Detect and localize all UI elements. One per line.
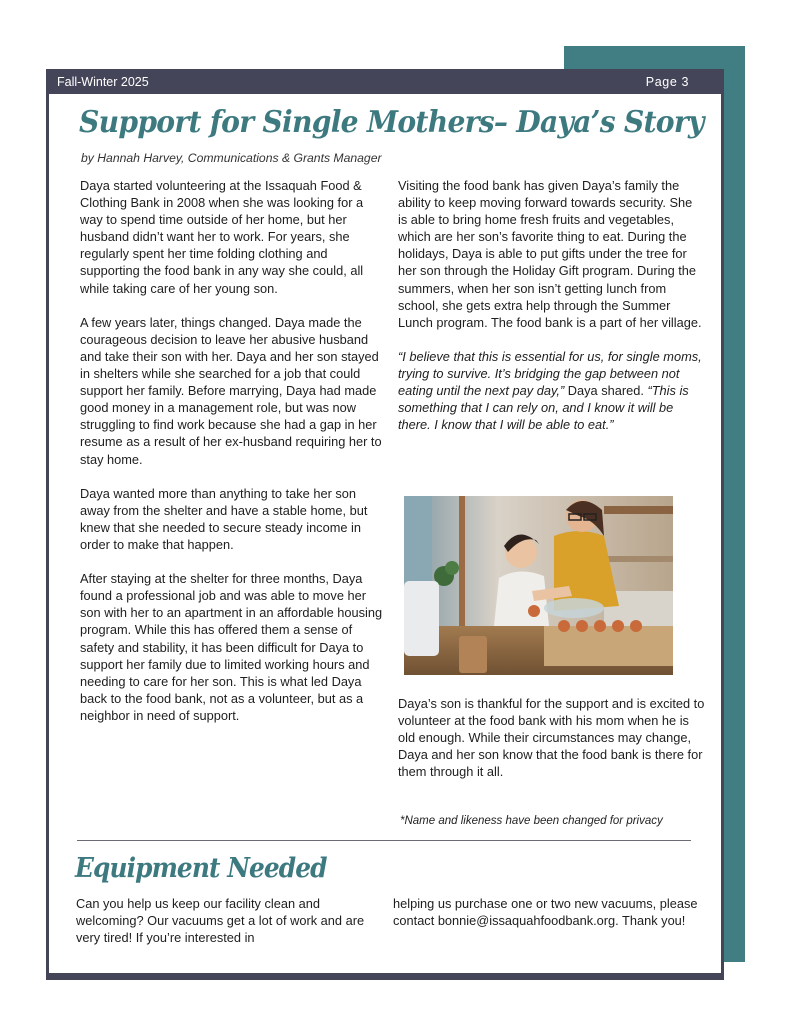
quote-attribution: Daya shared.	[564, 383, 648, 399]
section-divider	[77, 840, 691, 841]
paragraph: After staying at the shelter for three months, Daya found a professional job and was able to move her son with her to an apartment in an affordable housing program. While this has offered them a sense of safety and stability, it has been difficult for Daya to support her family due to limited working hours and needing to care for her son. This is what led Daya back to the food bank, not as a volunteer, but as a neighbor in need of support.	[80, 571, 383, 723]
page-number: Page 3	[645, 74, 689, 89]
closing-paragraph-block	[398, 695, 708, 780]
photo-illustration	[404, 496, 673, 675]
equipment-text-left: Can you help us keep our facility clean and welcoming? Our vacuums get a lot of work and are very tired! If you’re interested in	[76, 896, 365, 946]
pull-quote	[398, 348, 703, 433]
header-bar	[49, 69, 721, 94]
equipment-text-right: helping us purchase one or two new vacuums, please contact bonnie@issaquahfoodbank.org. Thank you!	[393, 896, 698, 929]
article-left-column	[80, 177, 385, 741]
article-right-column	[398, 177, 703, 451]
quote-part-1: “I believe that this is essential for us, for single moms, trying to survive. It’s bridging the gap between not eating until the next pay day,”	[398, 348, 702, 399]
paragraph: Visiting the food bank has given Daya’s family the ability to keep moving forward towards security. She is able to bring home fresh fruits and vegetables, which are her son’s favorite thing to eat. During the holidays, Daya is able to put gifts under the tree for her son through the Holiday Gift program. During the summers, when her son isn’t getting lunch from school, she gets extra help through the Summer Lunch program. The food bank is a part of her village.	[398, 178, 702, 330]
issue-label: Fall-Winter 2025	[57, 74, 149, 89]
equipment-section-title: Equipment Needed	[75, 853, 327, 884]
privacy-note: *Name and likeness have been changed for privacy	[400, 815, 663, 827]
paragraph: Daya’s son is thankful for the support and is excited to volunteer at the food bank with his mom when he is old enough. While their circumstances may change, Daya and her son know that the food bank is there for them through it all.	[398, 696, 705, 780]
article-byline: by Hannah Harvey, Communications & Grants Manager	[81, 151, 382, 165]
paragraph: Daya wanted more than anything to take her son away from the shelter and have a stable home, but knew that she needed to secure steady income in order to make that happen.	[80, 485, 368, 552]
quote-part-2: “This is something that I can rely on, and I know it will be there. I know that I will be able to eat.”	[398, 383, 689, 433]
paragraph: Daya started volunteering at the Issaquah Food & Clothing Bank in 2008 when she was looking for a way to spend time outside of her home, but her husband didn’t want her to work. For years, she regularly spent her time folding clothing and supporting the food bank in any way she could, all while taking care of her young son.	[80, 178, 364, 296]
article-title: Support for Single Mothers– Daya’s Story	[79, 105, 704, 140]
paragraph: A few years later, things changed. Daya made the courageous decision to leave her abusive husband and take their son with her. Daya and her son stayed in shelters while she searched for a job that could support her family. Before marrying, Daya had made good money in a management role, but was now struggling to find work because she had a gap in her resume as a result of her ex-husband requiring her to stay home.	[80, 314, 382, 467]
photo-mother-and-son-cracking-eggs	[404, 496, 673, 675]
newsletter-page	[46, 69, 724, 980]
